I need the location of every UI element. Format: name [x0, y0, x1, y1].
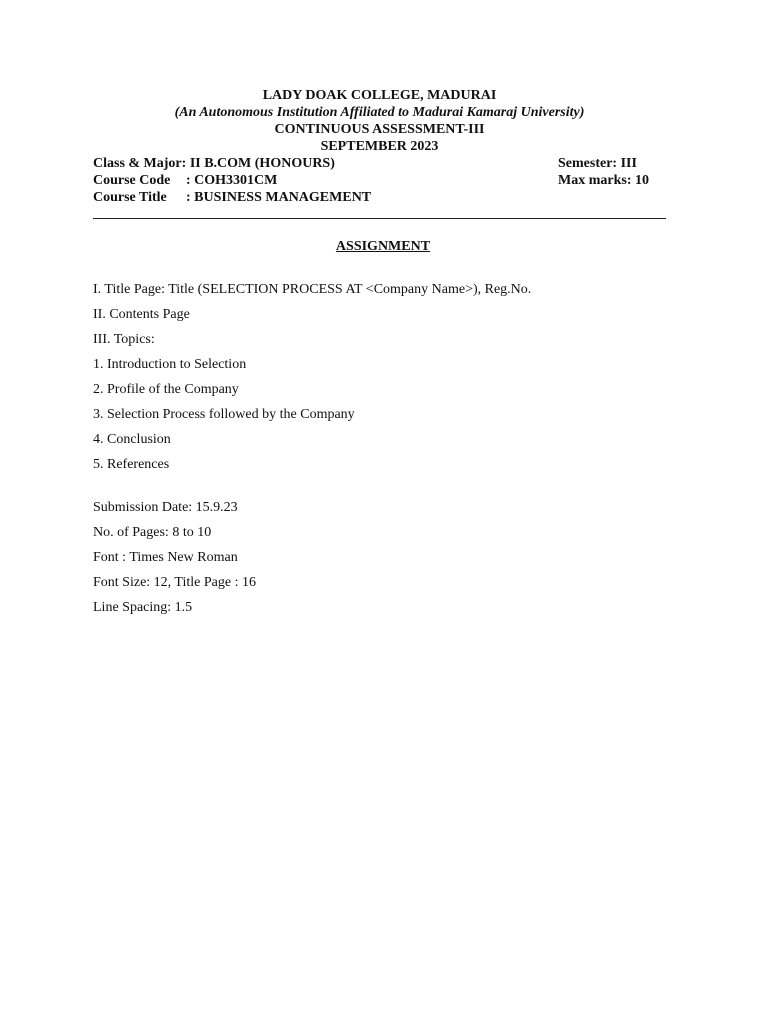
list-item: III. Topics:: [93, 332, 155, 347]
max-marks-field: Max marks: 10: [558, 173, 649, 188]
detail-line: Font Size: 12, Title Page : 16: [93, 575, 256, 590]
college-affiliation: (An Autonomous Institution Affiliated to Madurai Kamaraj University): [174, 105, 585, 120]
code-row: [93, 172, 666, 189]
code-field: [93, 172, 277, 189]
title-row: [93, 189, 666, 206]
list-item: 3. Selection Process followed by the Company: [93, 407, 355, 422]
code-value: : COH3301CM: [186, 173, 278, 188]
list-item: I. Title Page: Title (SELECTION PROCESS AT <Company Name>), Reg.No.: [93, 282, 532, 297]
list-item: II. Contents Page: [93, 307, 190, 322]
college-name: LADY DOAK COLLEGE, MADURAI: [262, 88, 497, 103]
list-item: 4. Conclusion: [93, 432, 171, 447]
assessment-month: SEPTEMBER 2023: [320, 139, 439, 154]
title-value: : BUSINESS MANAGEMENT: [186, 190, 372, 205]
class-value: II B.COM (HONOURS): [189, 156, 335, 171]
title-field: [93, 189, 371, 206]
assignment-heading: ASSIGNMENT: [335, 239, 431, 254]
list-item: 2. Profile of the Company: [93, 382, 239, 397]
title-label: Course Title: [93, 190, 167, 205]
list-item: 1. Introduction to Selection: [93, 357, 247, 372]
detail-line: Submission Date: 15.9.23: [93, 500, 238, 515]
detail-line: Font : Times New Roman: [93, 550, 238, 565]
document-header: [93, 87, 666, 206]
class-label: Class & Major:: [93, 156, 187, 171]
class-field: [93, 155, 335, 172]
header-divider: [93, 218, 666, 219]
assessment-name: CONTINUOUS ASSESSMENT-III: [274, 122, 485, 137]
list-item: 5. References: [93, 457, 170, 472]
detail-line: Line Spacing: 1.5: [93, 600, 193, 615]
detail-line: No. of Pages: 8 to 10: [93, 525, 212, 540]
code-label: Course Code: [93, 173, 171, 188]
class-row: [93, 155, 666, 172]
semester-field: Semester: III: [558, 156, 637, 171]
